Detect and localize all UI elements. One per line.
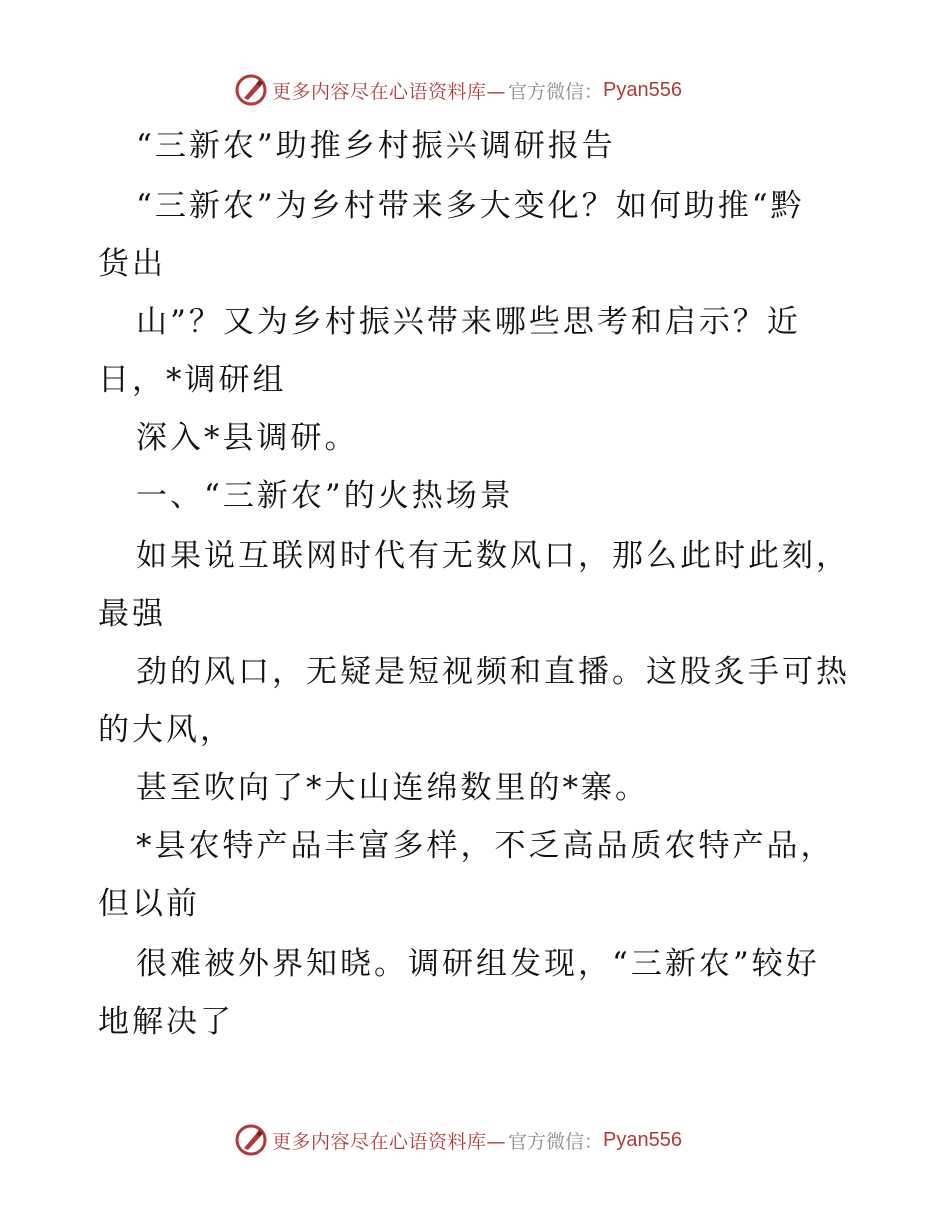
paragraph-line: 山”？又为乡村振兴带来哪些思考和启示？近: [136, 304, 801, 340]
paragraph-line: 劲的风口，无疑是短视频和直播。这股炙手可热: [136, 654, 850, 690]
banner-wechat-id: Pyan556: [603, 1128, 682, 1151]
document-title: “三新农”助推乡村振兴调研报告: [136, 128, 616, 164]
footer-banner: [234, 1123, 682, 1157]
paragraph-line: 地解决了: [98, 1004, 234, 1040]
paragraph-line: *县农特产品丰富多样，不乏高品质农特产品，: [136, 828, 835, 864]
paragraph-line: 如果说互联网时代有无数风口，那么此时此刻，: [136, 538, 850, 574]
paragraph-line: 深入*县调研。: [136, 420, 359, 456]
section-heading: 一、“三新农”的火热场景: [136, 478, 514, 514]
paragraph-line: 货出: [98, 246, 166, 282]
paragraph-line: 但以前: [98, 886, 200, 922]
header-banner: [234, 73, 682, 107]
banner-text: 更多内容尽在心语资料库—: [272, 1130, 507, 1153]
paragraph-line: 甚至吹向了*大山连绵数里的*寨。: [136, 770, 649, 806]
banner-wechat-id: Pyan556: [603, 78, 682, 101]
paragraph-line: 的大风，: [98, 712, 234, 748]
banner-wechat-label: 官方微信：: [508, 1130, 604, 1153]
paragraph-line: 最强: [98, 596, 166, 632]
banner-text: 更多内容尽在心语资料库—: [272, 80, 507, 103]
paragraph-line: 日，*调研组: [98, 362, 287, 398]
pen-circle-logo-icon: [234, 1123, 268, 1157]
banner-wechat-label: 官方微信：: [508, 80, 604, 103]
pen-circle-logo-icon: [234, 73, 268, 107]
paragraph-line: 很难被外界知晓。调研组发现，“三新农”较好: [136, 946, 820, 982]
paragraph-line: “三新农”为乡村带来多大变化？如何助推“黔: [136, 188, 805, 224]
